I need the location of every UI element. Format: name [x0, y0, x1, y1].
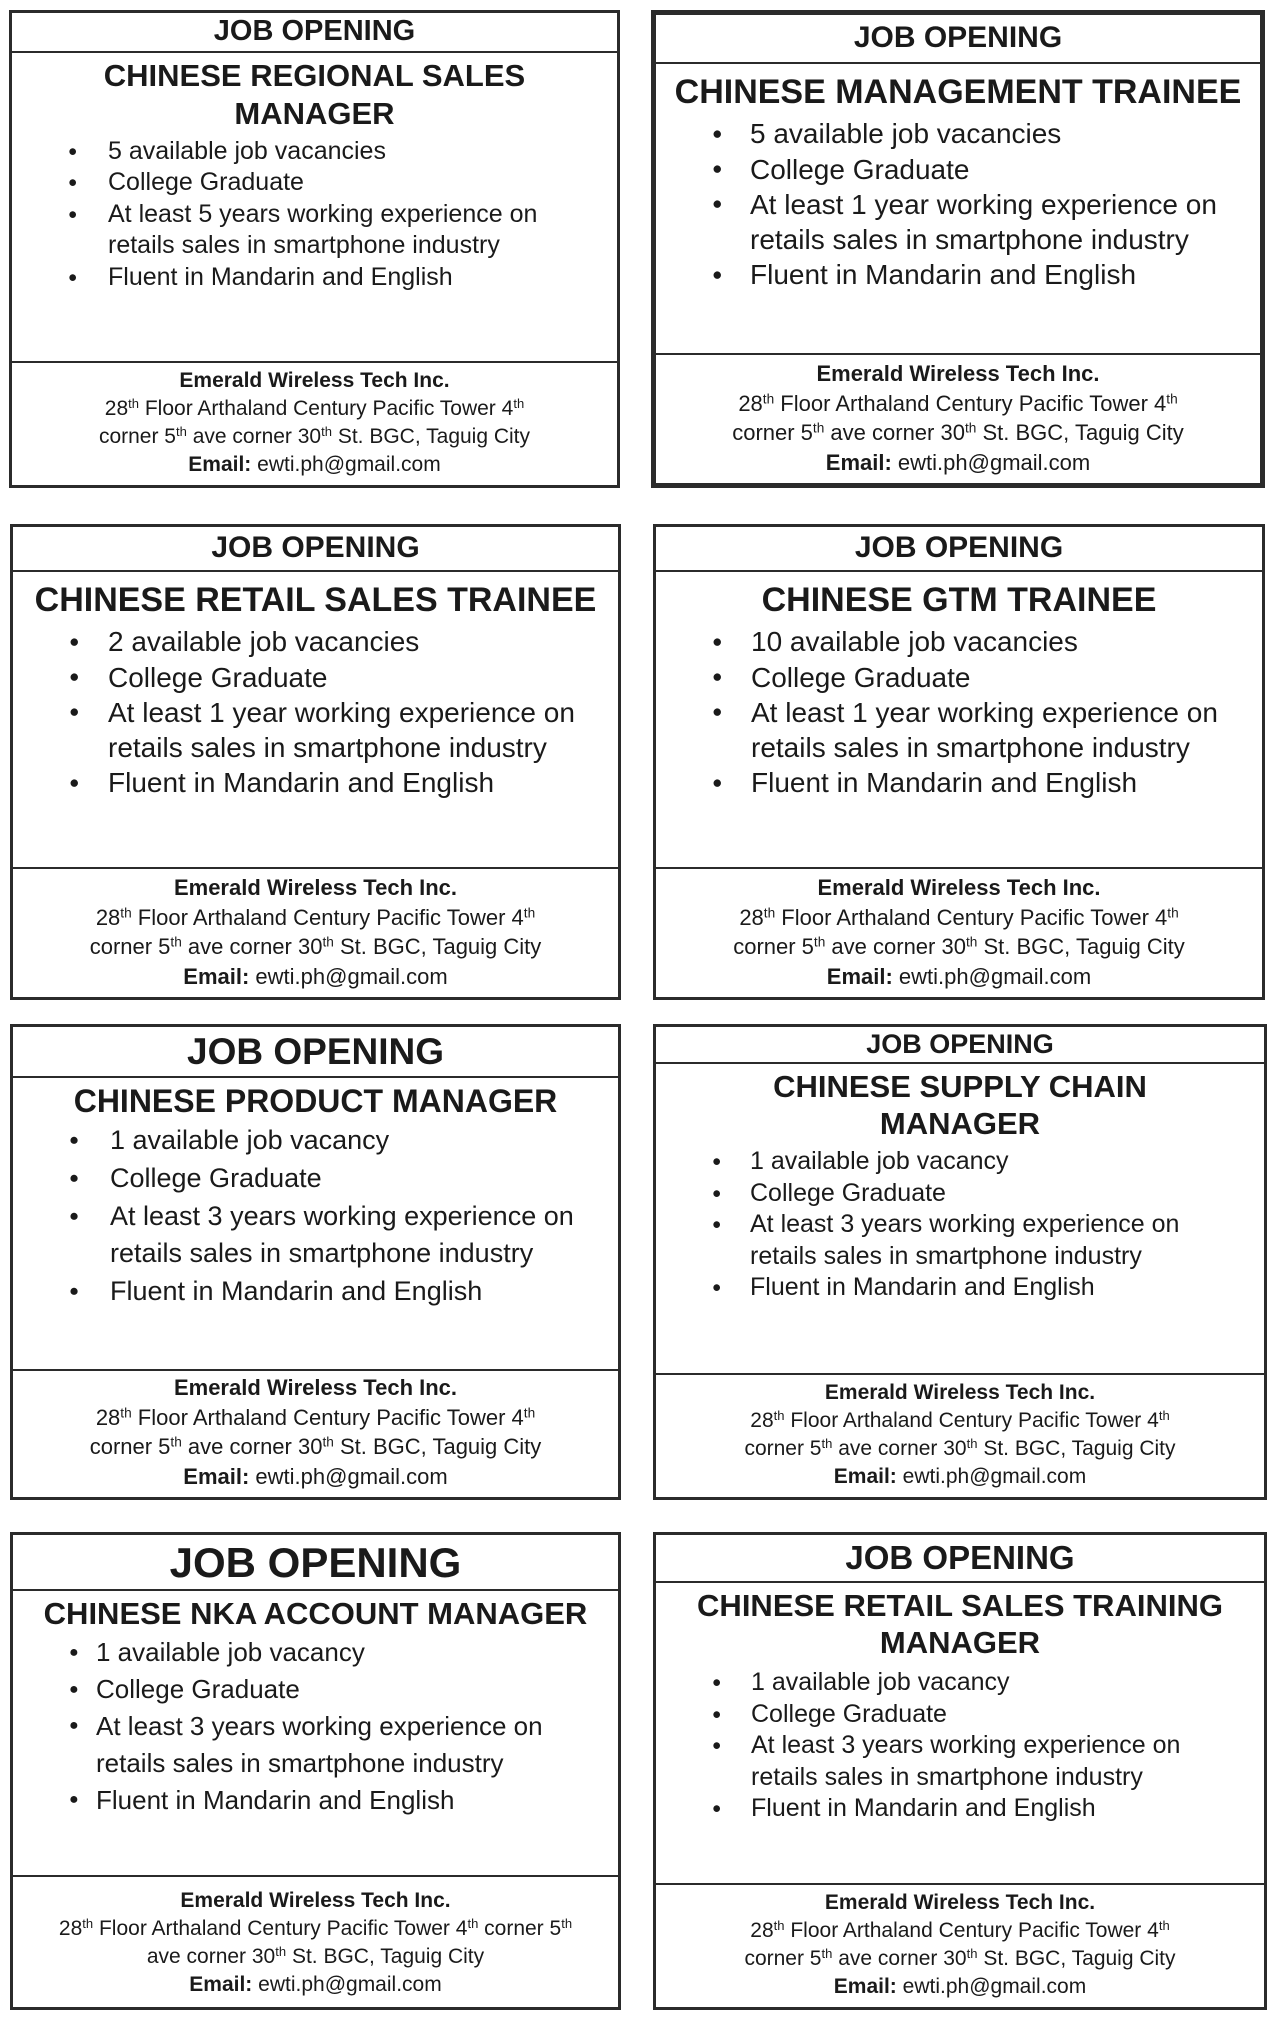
ad-heading: JOB OPENING: [13, 1535, 618, 1591]
list-item: ● Fluent in Mandarin and English: [656, 257, 1248, 292]
company-footer: [13, 867, 618, 997]
company-address-line1: 28th Floor Arthaland Century Pacific Tower 4th: [95, 904, 536, 930]
list-item: ● Fluent in Mandarin and English: [656, 1272, 1224, 1304]
ad-heading: JOB OPENING: [656, 527, 1262, 572]
ad-heading: JOB OPENING: [12, 13, 617, 53]
ad-title: CHINESE NKA ACCOUNT MANAGER: [43, 1596, 588, 1632]
requirements-list: [12, 136, 617, 361]
ad-heading: JOB OPENING: [656, 1535, 1264, 1583]
company-address-line1: 28th Floor Arthaland Century Pacific Tower 4th: [739, 904, 1179, 930]
ad-heading: JOB OPENING: [656, 15, 1260, 64]
company-name: Emerald Wireless Tech Inc.: [173, 875, 458, 901]
list-item: ● 1 available job vacancy: [656, 1667, 1224, 1699]
requirements-list: [656, 1146, 1264, 1372]
list-item: ● 1 available job vacancy: [13, 1634, 606, 1671]
company-name: Emerald Wireless Tech Inc.: [824, 1380, 1096, 1404]
list-item: ● At least 3 years working experience on retails sales in smartphone industry: [13, 1198, 578, 1274]
company-email: Email: ewti.ph@gmail.com: [833, 1464, 1087, 1488]
list-item: ● College Graduate: [12, 167, 577, 199]
list-item: ● At least 3 years working experience on retails sales in smartphone industry: [13, 1708, 606, 1782]
ad-heading: JOB OPENING: [13, 1027, 618, 1078]
company-email: Email: ewti.ph@gmail.com: [183, 963, 448, 989]
company-address-line1: 28th Floor Arthaland Century Pacific Tower 4th: [750, 1407, 1170, 1432]
job-ad-management-trainee: [651, 10, 1265, 488]
job-ad-supply-chain-manager: [653, 1024, 1267, 1500]
list-item: ● At least 1 year working experience on retails sales in smartphone industry: [656, 187, 1248, 258]
list-item: ● Fluent in Mandarin and English: [13, 1273, 578, 1311]
ad-title: CHINESE RETAIL SALES TRAINING MANAGER: [697, 1587, 1223, 1661]
company-name: Emerald Wireless Tech Inc.: [817, 875, 1101, 901]
company-address-line1: 28th Floor Arthaland Century Pacific Tower 4th: [750, 1917, 1170, 1942]
company-email: Email: ewti.ph@gmail.com: [189, 1972, 442, 1996]
requirements-list: [13, 1634, 618, 1874]
company-name: Emerald Wireless Tech Inc.: [824, 1890, 1096, 1914]
ad-title: CHINESE GTM TRAINEE: [761, 580, 1157, 619]
company-address-line1: 28th Floor Arthaland Century Pacific Tower 4th: [104, 395, 525, 420]
job-ad-regional-sales-manager: [9, 10, 620, 488]
company-footer: [656, 1883, 1264, 2008]
list-item: ● College Graduate: [656, 660, 1250, 695]
ad-heading: JOB OPENING: [13, 527, 618, 572]
company-address-line1: 28th Floor Arthaland Century Pacific Tower 4th: [738, 390, 1178, 416]
requirements-list: [656, 116, 1260, 353]
company-email: Email: ewti.ph@gmail.com: [183, 1463, 448, 1489]
list-item: ● 1 available job vacancy: [13, 1122, 578, 1160]
ad-heading: JOB OPENING: [656, 1027, 1264, 1064]
company-address-line2: corner 5th ave corner 30th St. BGC, Taguig City: [98, 423, 531, 448]
job-ad-product-manager: [10, 1024, 621, 1500]
company-address-line2: corner 5th ave corner 30th St. BGC, Taguig City: [89, 934, 542, 960]
list-item: ● 5 available job vacancies: [12, 136, 577, 168]
list-item: ● At least 1 year working experience on retails sales in smartphone industry: [656, 695, 1250, 766]
list-item: ● College Graduate: [13, 1671, 606, 1708]
company-address: 28th Floor Arthaland Century Pacific Tower 4th corner 5th ave corner 30th St. BGC, Taguig City: [58, 1915, 573, 1968]
list-item: ● 10 available job vacancies: [656, 624, 1250, 659]
ad-title: CHINESE RETAIL SALES TRAINEE: [34, 580, 597, 619]
list-item: ● Fluent in Mandarin and English: [656, 765, 1250, 800]
job-ad-retail-sales-trainee: [10, 524, 621, 1000]
list-item: ● Fluent in Mandarin and English: [13, 765, 606, 800]
company-email: Email: ewti.ph@gmail.com: [826, 963, 1092, 989]
company-footer: [13, 1369, 618, 1497]
list-item: ● Fluent in Mandarin and English: [13, 1782, 606, 1819]
company-email: Email: ewti.ph@gmail.com: [188, 452, 441, 476]
list-item: ● At least 3 years working experience on retails sales in smartphone industry: [656, 1209, 1224, 1272]
list-item: ● At least 5 years working experience on retails sales in smartphone industry: [12, 199, 577, 262]
list-item: ● At least 3 years working experience on retails sales in smartphone industry: [656, 1730, 1224, 1793]
list-item: ● 1 available job vacancy: [656, 1146, 1224, 1178]
company-footer: [656, 867, 1262, 997]
list-item: ● At least 1 year working experience on retails sales in smartphone industry: [13, 695, 606, 766]
requirements-list: [656, 624, 1262, 867]
list-item: ● 5 available job vacancies: [656, 116, 1248, 151]
job-ad-nka-account-manager: [10, 1532, 621, 2010]
company-footer: [13, 1875, 618, 2008]
company-address-line2: corner 5th ave corner 30th St. BGC, Taguig City: [732, 420, 1184, 446]
company-footer: [12, 361, 617, 486]
ad-title: CHINESE PRODUCT MANAGER: [73, 1082, 558, 1119]
ad-title: CHINESE SUPPLY CHAIN MANAGER: [773, 1069, 1147, 1142]
ad-title: CHINESE MANAGEMENT TRAINEE: [674, 72, 1242, 111]
company-footer: [656, 1373, 1264, 1498]
company-name: Emerald Wireless Tech Inc.: [179, 368, 450, 392]
company-email: Email: ewti.ph@gmail.com: [833, 1974, 1087, 1998]
job-ad-gtm-trainee: [653, 524, 1265, 1000]
list-item: ● College Graduate: [656, 152, 1248, 187]
list-item: ● Fluent in Mandarin and English: [12, 262, 577, 294]
requirements-list: [13, 624, 618, 867]
list-item: ● 2 available job vacancies: [13, 624, 606, 659]
company-name: Emerald Wireless Tech Inc.: [816, 361, 1100, 387]
job-ad-retail-sales-training-manager: [653, 1532, 1267, 2010]
company-address-line2: corner 5th ave corner 30th St. BGC, Taguig City: [733, 934, 1185, 960]
requirements-list: [13, 1122, 618, 1369]
list-item: ● College Graduate: [656, 1699, 1224, 1731]
company-footer: [656, 353, 1260, 483]
company-address-line2: corner 5th ave corner 30th St. BGC, Taguig City: [89, 1434, 542, 1460]
company-address-line2: corner 5th ave corner 30th St. BGC, Taguig City: [744, 1435, 1176, 1460]
list-item: ● College Graduate: [13, 660, 606, 695]
requirements-list: [656, 1667, 1264, 1882]
company-address-line1: 28th Floor Arthaland Century Pacific Tower 4th: [95, 1404, 536, 1430]
list-item: ● College Graduate: [656, 1178, 1224, 1210]
list-item: ● Fluent in Mandarin and English: [656, 1793, 1224, 1825]
company-email: Email: ewti.ph@gmail.com: [825, 449, 1091, 475]
list-item: ● College Graduate: [13, 1160, 578, 1198]
company-address-line2: corner 5th ave corner 30th St. BGC, Taguig City: [744, 1945, 1176, 1970]
company-name: Emerald Wireless Tech Inc.: [180, 1888, 451, 1912]
ad-title: CHINESE REGIONAL SALES MANAGER: [103, 58, 526, 131]
company-name: Emerald Wireless Tech Inc.: [173, 1375, 458, 1401]
